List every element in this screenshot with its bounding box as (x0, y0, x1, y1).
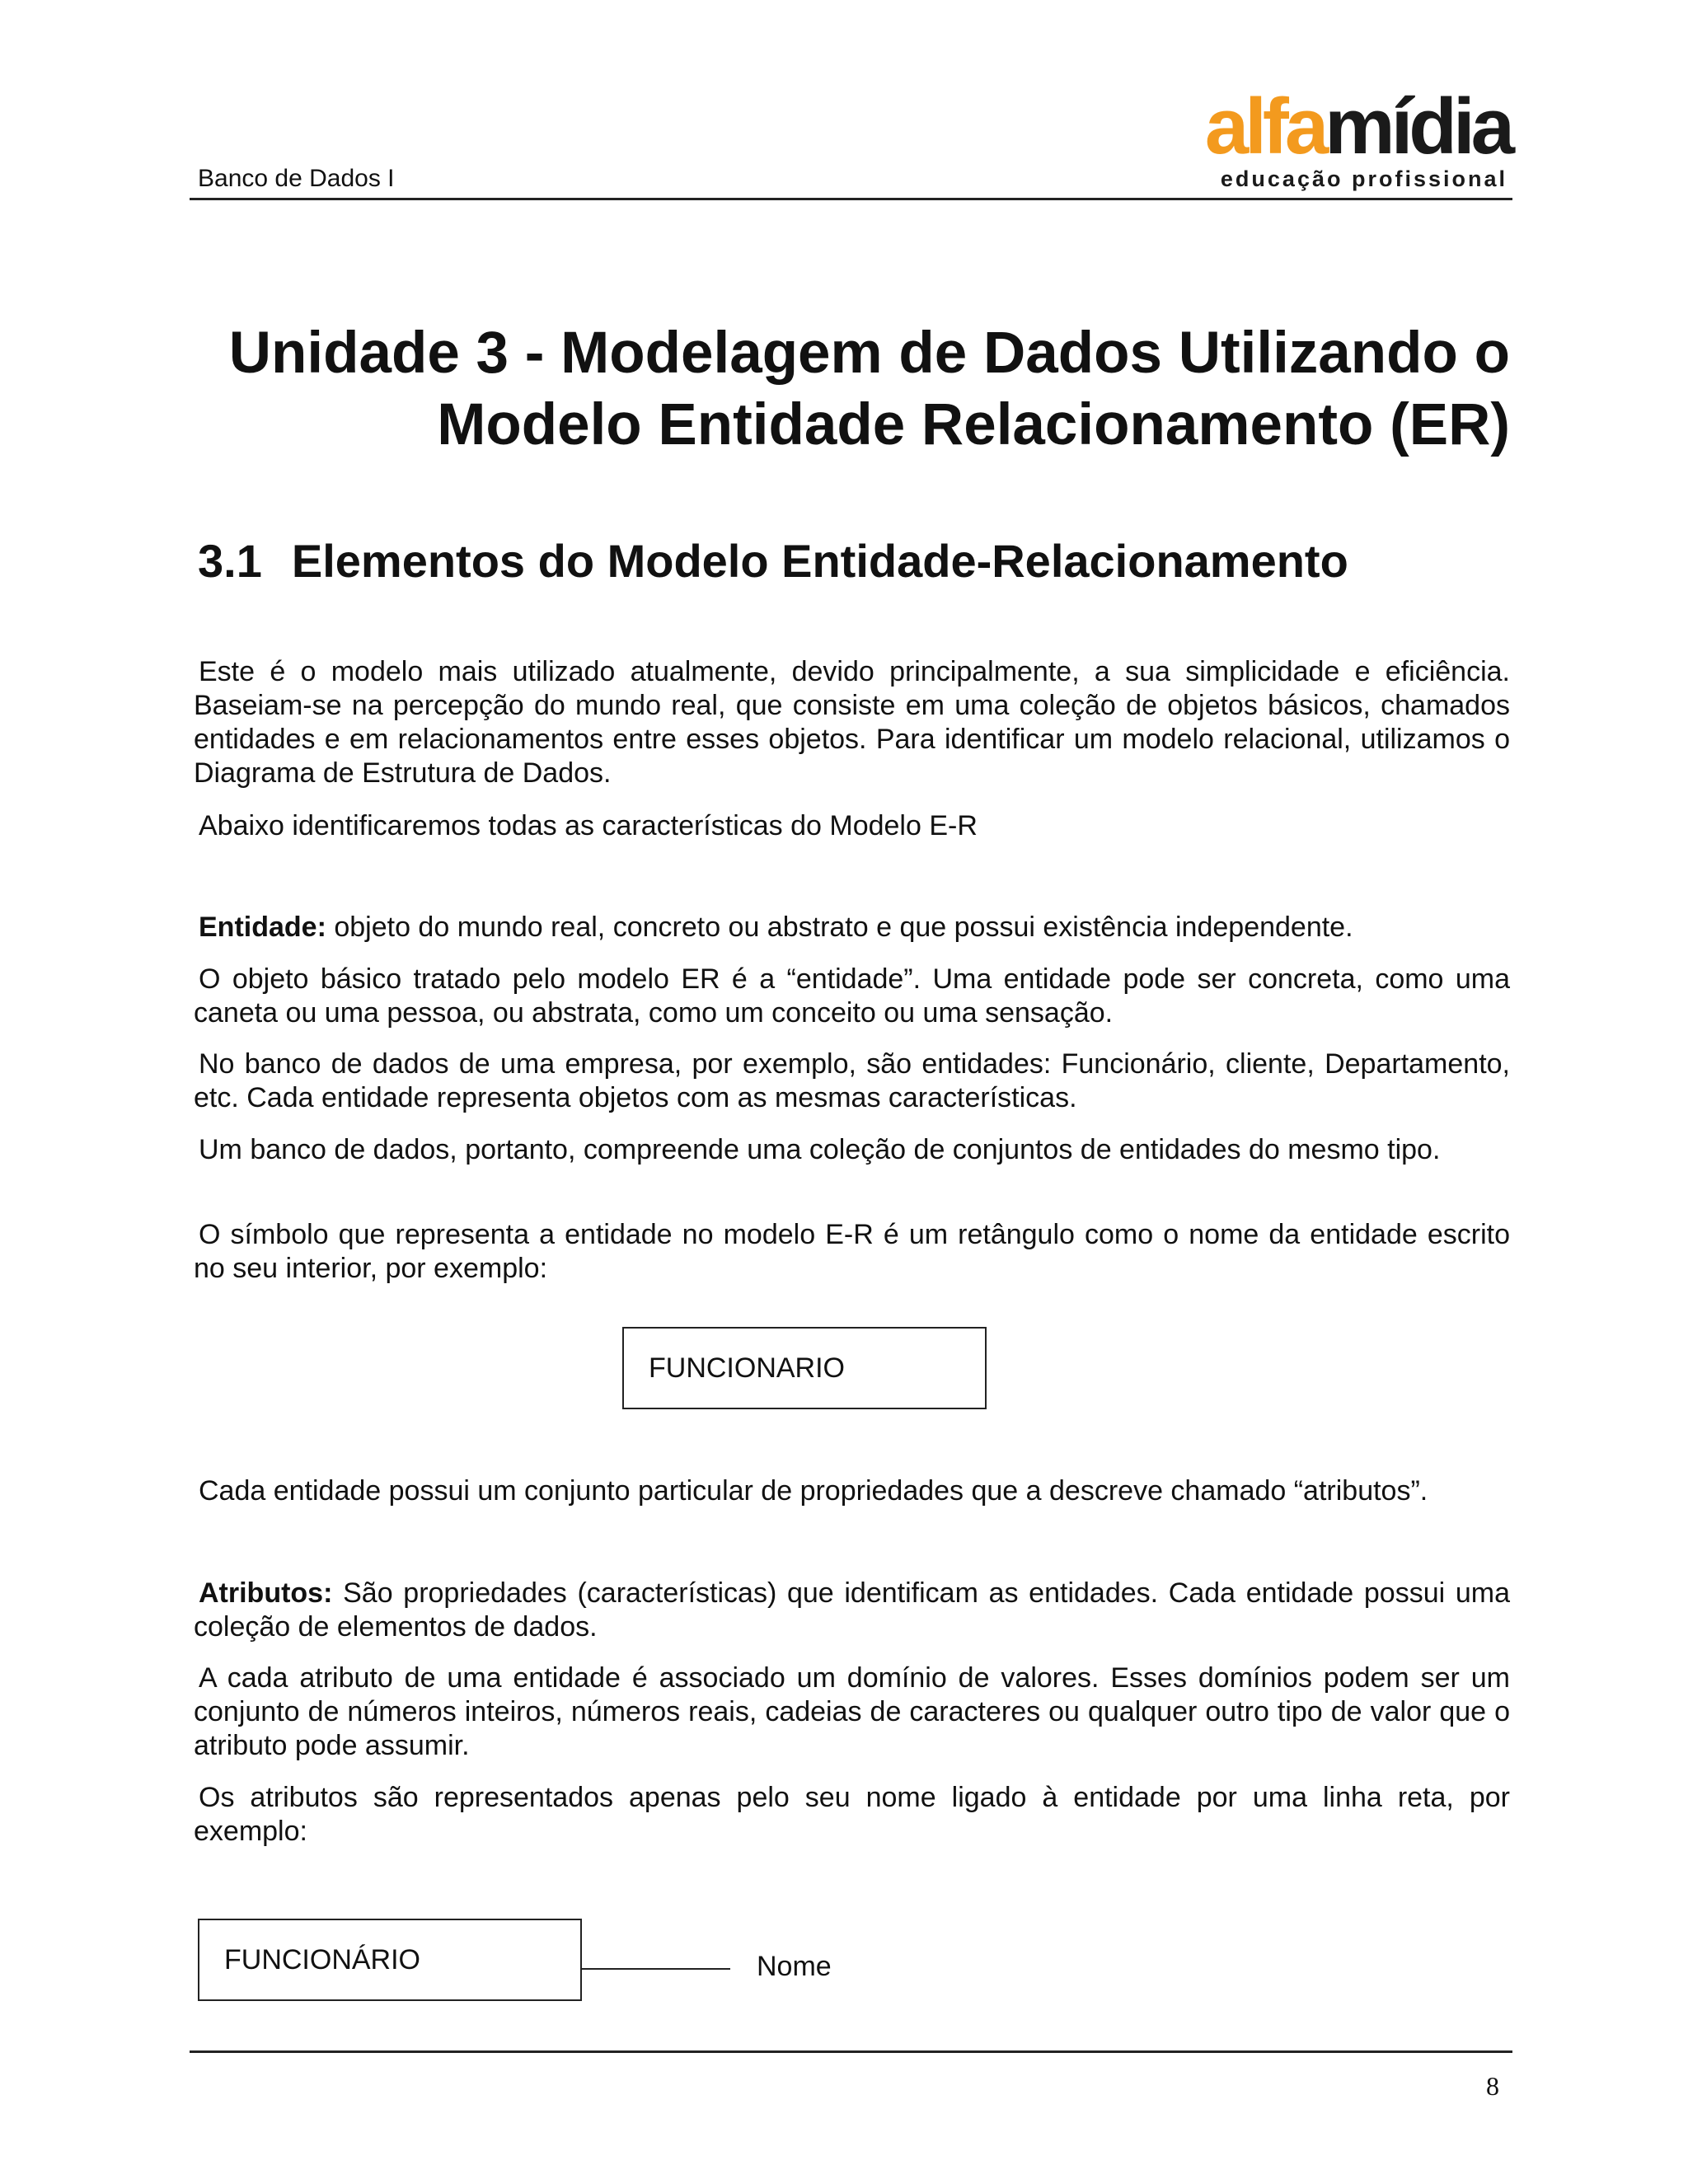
alfamidia-logo (1199, 82, 1511, 191)
unit-title-line-2: Modelo Entidade Relacionamento (ER) (437, 392, 1510, 457)
entity-rectangle-funcionario (622, 1327, 987, 1409)
unit-title (198, 317, 1510, 461)
logo-part-midia: mídia (1325, 82, 1511, 171)
unit-title-line-1: Unidade 3 - Modelagem de Dados Utilizando o (228, 321, 1510, 386)
logo-part-alfa: alfa (1204, 82, 1325, 171)
paragraph-entity-collection: Um banco de dados, portanto, compreende uma coleção de conjuntos de entidades do mesmo tipo. (199, 1134, 1441, 1165)
footer-rule (190, 2050, 1512, 2053)
paragraph-attribute-representation: Os atributos são representados apenas pelo seu nome ligado à entidade por uma linha reta, por exemplo: (194, 1782, 1510, 1847)
attribute-definition-text: São propriedades (características) que identificam as entidades. Cada entidade possui uma coleção de elementos de dados. (194, 1577, 1510, 1643)
paragraph-entity-basic: O objeto básico tratado pelo modelo ER é a “entidade”. Uma entidade pode ser concreta, como uma caneta ou uma pessoa, ou abstrata, como um conceito ou uma sensação. (194, 963, 1510, 1029)
entity-name: FUNCIONARIO (649, 1352, 845, 1384)
entity-definition-text: objeto do mundo real, concreto ou abstrato e que possui existência independente. (326, 912, 1353, 943)
paragraph-attribute-domain: A cada atributo de uma entidade é associado um domínio de valores. Esses domínios podem ser um conjunto de números inteiros, números reais, cadeias de caracteres ou qualquer outro tipo de valor que o atributo pode assumir. (194, 1662, 1510, 1761)
document-header-title: Banco de Dados I (198, 165, 395, 192)
paragraph-entity-examples: No banco de dados de uma empresa, por exemplo, são entidades: Funcionário, cliente, Departamento, etc. Cada entidade representa objetos com as mesmas características. (194, 1048, 1510, 1113)
term-entidade: Entidade: (199, 912, 326, 943)
attribute-label-nome: Nome (757, 1951, 832, 1982)
logo-wordmark (1204, 82, 1511, 171)
header-rule (190, 198, 1512, 200)
entity-rectangle-funcionario-attr (198, 1919, 582, 2001)
paragraph-characteristics: Abaixo identificaremos todas as características do Modelo E-R (199, 810, 978, 841)
paragraph-entity-definition (194, 911, 1510, 944)
paragraph-entity-symbol: O símbolo que representa a entidade no modelo E-R é um retângulo como o nome da entidade escrito no seu interior, por exemplo: (194, 1219, 1510, 1284)
paragraph-attribute-definition (194, 1577, 1510, 1644)
term-atributos: Atributos: (199, 1577, 333, 1609)
attribute-connector-line (582, 1968, 730, 1970)
logo-tagline: educação profissional (1220, 166, 1507, 191)
section-heading (198, 534, 1348, 588)
paragraph-intro: Este é o modelo mais utilizado atualmente, devido principalmente, a sua simplicidade e eficiência. Baseiam-se na percepção do mundo real, que consiste em uma coleção de objetos básicos, chamados entidades e em relacionamentos entre esses objetos. Para identificar um modelo relacional, utilizamos o Diagrama de Estrutura de Dados. (194, 656, 1510, 789)
section-title-text: Elementos do Modelo Entidade-Relacionamento (291, 535, 1348, 587)
paragraph-attributes-intro: Cada entidade possui um conjunto particular de propriedades que a descreve chamado “atributos”. (199, 1475, 1428, 1507)
entity-name: FUNCIONÁRIO (224, 1943, 420, 1975)
section-number: 3.1 (198, 535, 262, 587)
page-number: 8 (1486, 2071, 1499, 2101)
